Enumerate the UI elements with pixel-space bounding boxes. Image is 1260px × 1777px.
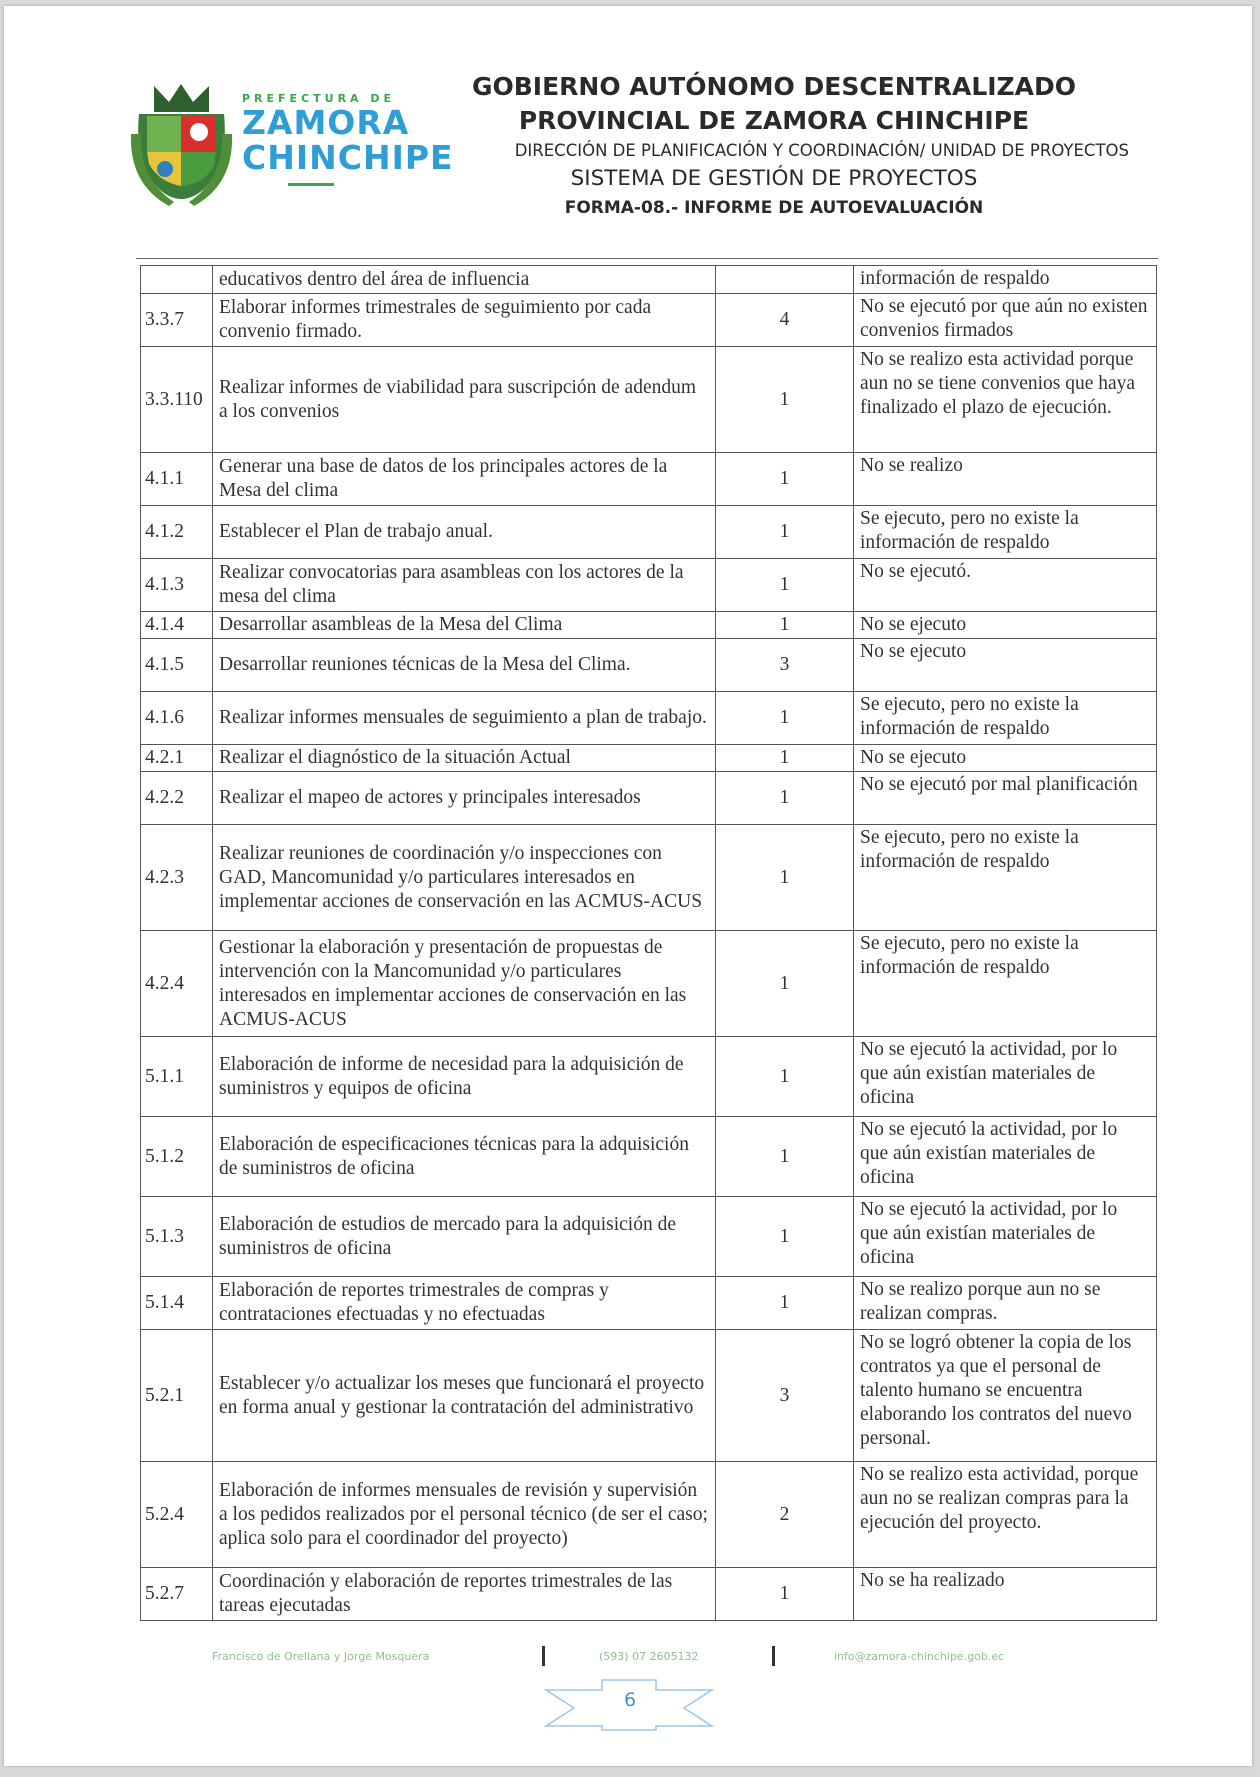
activity-observation: No se ejecutó por que aún no existen convenios firmados xyxy=(854,294,1157,347)
activity-description: Establecer y/o actualizar los meses que funcionará el proyecto en forma anual y gestionar la contratación del administrativo xyxy=(213,1330,716,1462)
activity-description: Realizar convocatorias para asambleas con los actores de la mesa del clima xyxy=(213,559,716,612)
activity-observation: No se ejecutó por mal planificación xyxy=(854,772,1157,825)
activity-quantity: 3 xyxy=(716,639,854,692)
activity-observation: Se ejecuto, pero no existe la información de respaldo xyxy=(854,692,1157,745)
activity-observation: No se ejecutó la actividad, por lo que aún existían materiales de oficina xyxy=(854,1037,1157,1117)
table-row xyxy=(141,559,1157,612)
activity-code: 5.2.4 xyxy=(141,1462,213,1568)
activity-quantity: 4 xyxy=(716,294,854,347)
activity-quantity: 1 xyxy=(716,931,854,1037)
table-row xyxy=(141,266,1157,294)
activity-quantity: 1 xyxy=(716,453,854,506)
table-row xyxy=(141,612,1157,639)
table-row xyxy=(141,506,1157,559)
table-row xyxy=(141,639,1157,692)
footer-separator xyxy=(772,1646,775,1666)
activity-description: Desarrollar reuniones técnicas de la Mesa del Clima. xyxy=(213,639,716,692)
activity-code: 4.1.2 xyxy=(141,506,213,559)
footer-email: info@zamora-chinchipe.gob.ec xyxy=(834,1650,1005,1663)
table-row xyxy=(141,1330,1157,1462)
header-title-1: GOBIERNO AUTÓNOMO DESCENTRALIZADO xyxy=(471,72,1077,101)
activity-description: Desarrollar asambleas de la Mesa del Clima xyxy=(213,612,716,639)
activity-code xyxy=(141,266,213,294)
activity-quantity: 3 xyxy=(716,1330,854,1462)
activity-description: Elaboración de reportes trimestrales de compras y contrataciones efectuadas y no efectuadas xyxy=(213,1277,716,1330)
activity-code: 4.2.1 xyxy=(141,745,213,772)
activity-description: Realizar informes mensuales de seguimiento a plan de trabajo. xyxy=(213,692,716,745)
activity-quantity: 2 xyxy=(716,1462,854,1568)
table-row xyxy=(141,294,1157,347)
activity-quantity: 1 xyxy=(716,347,854,453)
activity-quantity: 1 xyxy=(716,745,854,772)
activity-quantity: 1 xyxy=(716,612,854,639)
activity-code: 5.1.3 xyxy=(141,1197,213,1277)
activity-quantity: 1 xyxy=(716,825,854,931)
activity-description: Realizar el mapeo de actores y principales interesados xyxy=(213,772,716,825)
table-row xyxy=(141,772,1157,825)
activity-code: 4.1.3 xyxy=(141,559,213,612)
table-row xyxy=(141,1568,1157,1621)
activity-observation: No se realizo porque aun no se realizan compras. xyxy=(854,1277,1157,1330)
table-row xyxy=(141,931,1157,1037)
table-row xyxy=(141,692,1157,745)
activity-code: 3.3.110 xyxy=(141,347,213,453)
activity-code: 5.2.7 xyxy=(141,1568,213,1621)
activity-description: Elaboración de estudios de mercado para la adquisición de suministros de oficina xyxy=(213,1197,716,1277)
activity-observation: información de respaldo xyxy=(854,266,1157,294)
table-row xyxy=(141,453,1157,506)
activity-description: Realizar informes de viabilidad para suscripción de adendum a los convenios xyxy=(213,347,716,453)
activity-description: Realizar el diagnóstico de la situación Actual xyxy=(213,745,716,772)
activity-description: Elaboración de informe de necesidad para la adquisición de suministros y equipos de oficina xyxy=(213,1037,716,1117)
activity-description: Gestionar la elaboración y presentación de propuestas de intervención con la Mancomunidad y/o particulares interesados en implementar acciones de conservación en las ACMUS-ACUS xyxy=(213,931,716,1037)
table-row xyxy=(141,1462,1157,1568)
table-row xyxy=(141,1197,1157,1277)
activity-observation: No se realizo xyxy=(854,453,1157,506)
document-page xyxy=(4,6,1252,1766)
activity-code: 5.1.4 xyxy=(141,1277,213,1330)
activity-code: 4.2.3 xyxy=(141,825,213,931)
activity-code: 4.1.6 xyxy=(141,692,213,745)
activity-quantity: 1 xyxy=(716,1568,854,1621)
activity-quantity: 1 xyxy=(716,772,854,825)
document-footer xyxy=(144,1646,1144,1670)
activity-description: Elaboración de informes mensuales de revisión y supervisión a los pedidos realizados por el personal técnico (de ser el caso; aplica solo para el coordinador del proyecto) xyxy=(213,1462,716,1568)
activity-description: Establecer el Plan de trabajo anual. xyxy=(213,506,716,559)
activity-observation: No se ejecuto xyxy=(854,612,1157,639)
activity-quantity xyxy=(716,266,854,294)
activity-observation: No se ha realizado xyxy=(854,1568,1157,1621)
activity-observation: No se realizo esta actividad, porque aun no se realizan compras para la ejecución del proyecto. xyxy=(854,1462,1157,1568)
footer-phone: (593) 07 2605132 xyxy=(599,1650,699,1663)
activity-description: Realizar reuniones de coordinación y/o inspecciones con GAD, Mancomunidad y/o particulares interesados en implementar acciones de conservación en las ACMUS-ACUS xyxy=(213,825,716,931)
activity-observation: No se ejecutó la actividad, por lo que aún existían materiales de oficina xyxy=(854,1117,1157,1197)
table-row xyxy=(141,1117,1157,1197)
activity-quantity: 1 xyxy=(716,1197,854,1277)
activity-quantity: 1 xyxy=(716,506,854,559)
activity-description: Coordinación y elaboración de reportes trimestrales de las tareas ejecutadas xyxy=(213,1568,716,1621)
activity-description: educativos dentro del área de influencia xyxy=(213,266,716,294)
activity-observation: No se ejecutó la actividad, por lo que aún existían materiales de oficina xyxy=(854,1197,1157,1277)
header-divider xyxy=(136,258,1158,259)
logo-underline xyxy=(288,183,334,186)
table-row xyxy=(141,1037,1157,1117)
activity-quantity: 1 xyxy=(716,1117,854,1197)
activity-quantity: 1 xyxy=(716,1037,854,1117)
activity-quantity: 1 xyxy=(716,559,854,612)
logo-name-line1: ZAMORA xyxy=(242,103,410,142)
header-title-2: PROVINCIAL DE ZAMORA CHINCHIPE xyxy=(518,106,1030,135)
activity-description: Generar una base de datos de los principales actores de la Mesa del clima xyxy=(213,453,716,506)
header-form-name: FORMA-08.- INFORME DE AUTOEVALUACIÓN xyxy=(564,198,984,218)
activity-code: 5.2.1 xyxy=(141,1330,213,1462)
activity-quantity: 1 xyxy=(716,1277,854,1330)
activity-observation: No se ejecuto xyxy=(854,639,1157,692)
activity-observation: No se logró obtener la copia de los contratos ya que el personal de talento humano se encuentra elaborando los contratos del nuevo personal. xyxy=(854,1330,1157,1462)
logo-prefix: PREFECTURA DE xyxy=(242,92,396,105)
activity-code: 4.2.4 xyxy=(141,931,213,1037)
table-row xyxy=(141,347,1157,453)
header-department: DIRECCIÓN DE PLANIFICACIÓN Y COORDINACIÓN/ UNIDAD DE PROYECTOS xyxy=(514,141,1129,160)
footer-separator xyxy=(542,1646,545,1666)
activity-description: Elaborar informes trimestrales de seguimiento por cada convenio firmado. xyxy=(213,294,716,347)
activity-code: 4.2.2 xyxy=(141,772,213,825)
activity-code: 5.1.1 xyxy=(141,1037,213,1117)
page-number: 6 xyxy=(623,1689,637,1711)
footer-address: Francisco de Orellana y Jorge Mosquera xyxy=(212,1650,430,1663)
activity-code: 4.1.4 xyxy=(141,612,213,639)
document-header xyxy=(414,70,1134,222)
activity-observation: Se ejecuto, pero no existe la información de respaldo xyxy=(854,825,1157,931)
activity-observation: No se realizo esta actividad porque aun no se tiene convenios que haya finalizado el plazo de ejecución. xyxy=(854,347,1157,453)
activity-observation: Se ejecuto, pero no existe la información de respaldo xyxy=(854,506,1157,559)
activity-code: 4.1.5 xyxy=(141,639,213,692)
activity-description: Elaboración de especificaciones técnicas para la adquisición de suministros de oficina xyxy=(213,1117,716,1197)
table-row xyxy=(141,745,1157,772)
activity-code: 5.1.2 xyxy=(141,1117,213,1197)
logo-name-line2: CHINCHIPE xyxy=(242,138,454,177)
table-row xyxy=(141,1277,1157,1330)
prefecture-crest-icon xyxy=(129,74,234,214)
activity-quantity: 1 xyxy=(716,692,854,745)
activity-observation: No se ejecutó. xyxy=(854,559,1157,612)
activity-observation: No se ejecuto xyxy=(854,745,1157,772)
table-row xyxy=(141,825,1157,931)
self-evaluation-table xyxy=(140,265,1157,1621)
activity-code: 3.3.7 xyxy=(141,294,213,347)
activity-code: 4.1.1 xyxy=(141,453,213,506)
activity-observation: Se ejecuto, pero no existe la información de respaldo xyxy=(854,931,1157,1037)
header-system-name: SISTEMA DE GESTIÓN DE PROYECTOS xyxy=(570,166,978,191)
